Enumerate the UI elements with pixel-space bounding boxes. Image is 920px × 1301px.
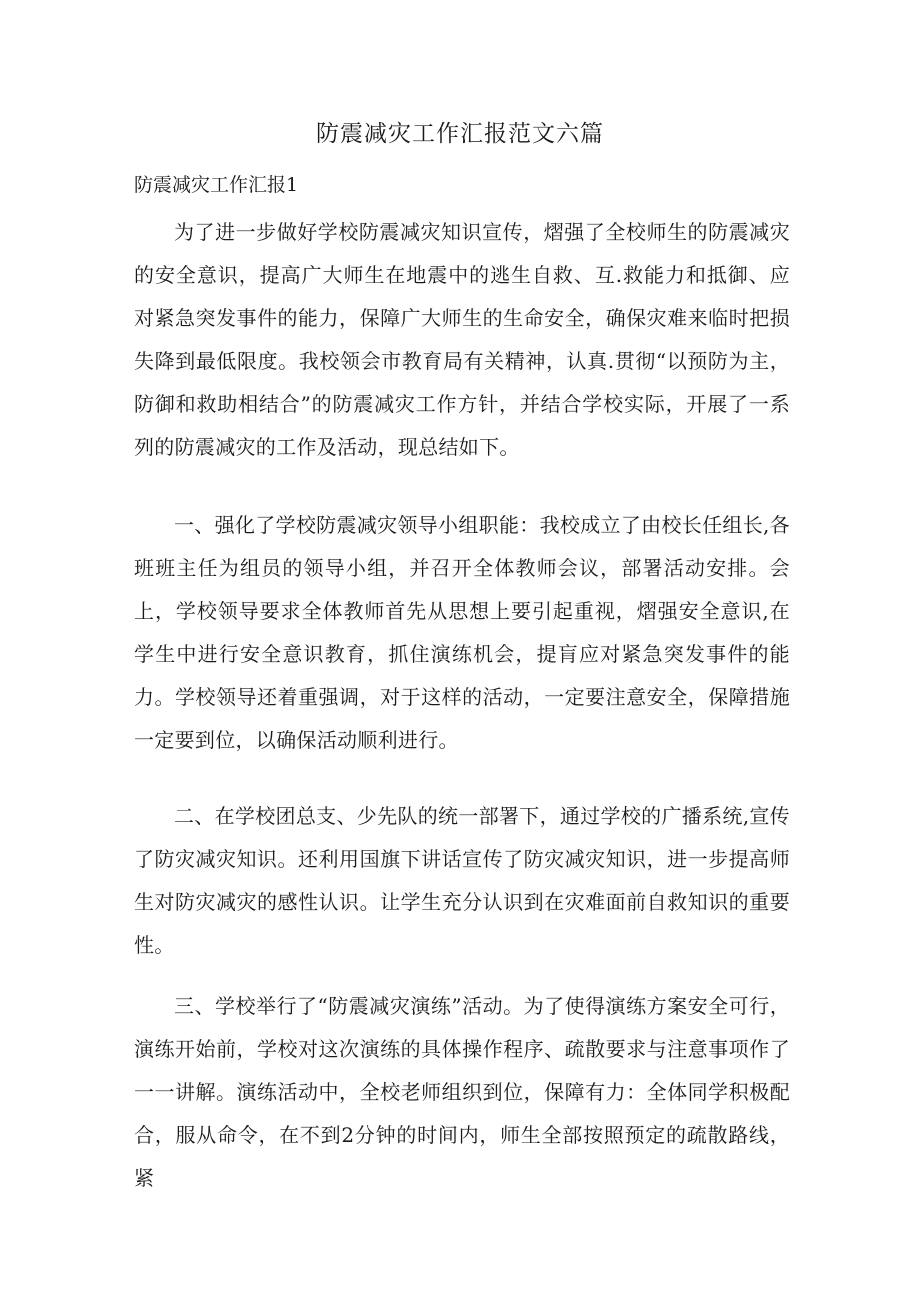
paragraph-intro: 为了进一步做好学校防震减灾知识宣传，熠强了全校师生的防震减灾的安全意识，提高广大师生在地震中的逃生自救、互.救能力和抵御、应对紧急突发事件的能力，保障广大师生的生命安全，确保灾难来临时把损失降到最低限度。我校领会市教育局有关精神，认真.贯彻“以预防为主，防御和救助相结合”的防震减灾工作方针，并结合学校实际，开展了一系列的防震减灾的工作及活动，现总结如下。 [134,220,790,459]
paragraph-point-two: 二、在学校团总支、少先队的统一部署下，通过学校的广播系统,宣传了防灾减灾知识。还利用国旗下讲话宣传了防灾减灾知识，进一步提高师生对防灾减灾的感性认识。让学生充分认识到在灾难面前自救知识的重要性。 [134,804,790,957]
document-title: 防震减灾工作汇报范文六篇 [316,121,604,147]
paragraph-point-three: 三、学校举行了“防震减灾演练”活动。为了使得演练方案安全可行，演练开始前，学校对这次演练的具体操作程序、疏散要求与注意事项作了一一讲解。演练活动中，全校老师组织到位，保障有力：全体同学积极配合，服从命令，在不到2分钟的时间内，师生全部按照预定的疏散路线，紧 [134,994,790,1190]
paragraph-point-one: 一、强化了学校防震减灾领导小组职能：我校成立了由校长任组长,各班班主任为组员的领导小组，并召开全体教师会议，部署活动安排。会上，学校领导要求全体教师首先从思想上要引起重视，熠强安全意识,在学生中进行安全意识教育，抓住演练机会，提肓应对紧急突发事件的能力。学校领导还着重强调，对于这样的活动，一定要注意安全，保障措施一定要到位，以确保活动顺利进行。 [134,513,790,752]
section-heading: 防震减灾工作汇报1 [134,174,299,196]
